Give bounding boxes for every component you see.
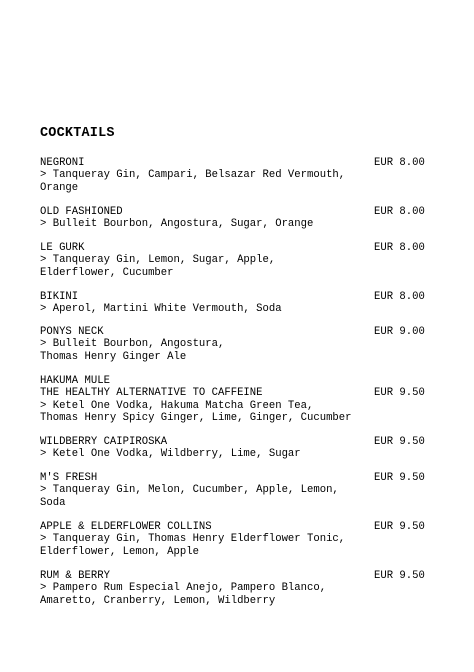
menu-item-hakuma-mule: [40, 375, 432, 425]
item-name: OLD FASHIONED: [40, 206, 123, 218]
item-price: EUR 9.50: [374, 472, 425, 484]
item-description: > Aperol, Martini White Vermouth, Soda: [40, 303, 282, 316]
item-price: EUR 9.50: [374, 387, 425, 400]
item-description: > Bulleit Bourbon, Angostura, Sugar, Orange: [40, 218, 314, 231]
menu-item-negroni: [40, 157, 432, 194]
item-name: NEGRONI: [40, 157, 85, 169]
item-description: > Bulleit Bourbon, Angostura,: [40, 338, 225, 351]
item-description: > Tanqueray Gin, Campari, Belsazar Red Vermouth,: [40, 169, 346, 182]
menu-item-ponys-neck: [40, 326, 432, 363]
item-description: Soda: [40, 496, 66, 509]
menu-item-old-fashioned: [40, 206, 432, 231]
item-name: LE GURK: [40, 242, 85, 254]
item-description: > Pampero Rum Especial Anejo, Pampero Blanco,: [40, 582, 327, 595]
item-description: Thomas Henry Spicy Ginger, Lime, Ginger, Cucumber: [40, 412, 352, 425]
item-description: > Tanqueray Gin, Thomas Henry Elderflower Tonic,: [40, 533, 346, 546]
item-name: BIKINI: [40, 291, 79, 303]
menu-item-rum-berry: [40, 570, 432, 607]
item-name: M'S FRESH: [40, 472, 98, 484]
item-name: WILDBERRY CAIPIROSKA: [40, 436, 168, 448]
item-description: Thomas Henry Ginger Ale: [40, 350, 187, 363]
item-subtitle: THE HEALTHY ALTERNATIVE TO CAFFEINE: [40, 387, 263, 400]
item-description: > Tanqueray Gin, Lemon, Sugar, Apple,: [40, 254, 276, 267]
item-price: EUR 9.00: [374, 326, 425, 338]
item-name: HAKUMA MULE: [40, 375, 110, 387]
item-description: > Ketel One Vodka, Wildberry, Lime, Sugar: [40, 448, 301, 461]
item-description: > Tanqueray Gin, Melon, Cucumber, Apple, Lemon,: [40, 484, 339, 497]
item-price: EUR 8.00: [374, 291, 425, 303]
item-price: EUR 8.00: [374, 206, 425, 218]
item-description: > Ketel One Vodka, Hakuma Matcha Green Tea,: [40, 399, 314, 412]
item-price: EUR 9.50: [374, 570, 425, 582]
item-description: Orange: [40, 181, 79, 194]
item-price: EUR 8.00: [374, 157, 425, 169]
item-name: RUM & BERRY: [40, 570, 110, 582]
item-name: APPLE & ELDERFLOWER COLLINS: [40, 521, 212, 533]
menu-item-apple-elderflower-collins: [40, 521, 432, 558]
menu-item-bikini: [40, 291, 432, 316]
item-price: EUR 9.50: [374, 436, 425, 448]
item-name: PONYS NECK: [40, 326, 104, 338]
item-description: Amaretto, Cranberry, Lemon, Wildberry: [40, 594, 276, 607]
item-description: Elderflower, Lemon, Apple: [40, 545, 199, 558]
menu-item-wildberry-caipiroska: [40, 436, 432, 461]
menu-item-le-gurk: [40, 242, 432, 279]
item-price: EUR 9.50: [374, 521, 425, 533]
menu-item-ms-fresh: [40, 472, 432, 509]
item-description: Elderflower, Cucumber: [40, 266, 174, 279]
item-price: EUR 8.00: [374, 242, 425, 254]
section-title: COCKTAILS: [40, 126, 115, 141]
